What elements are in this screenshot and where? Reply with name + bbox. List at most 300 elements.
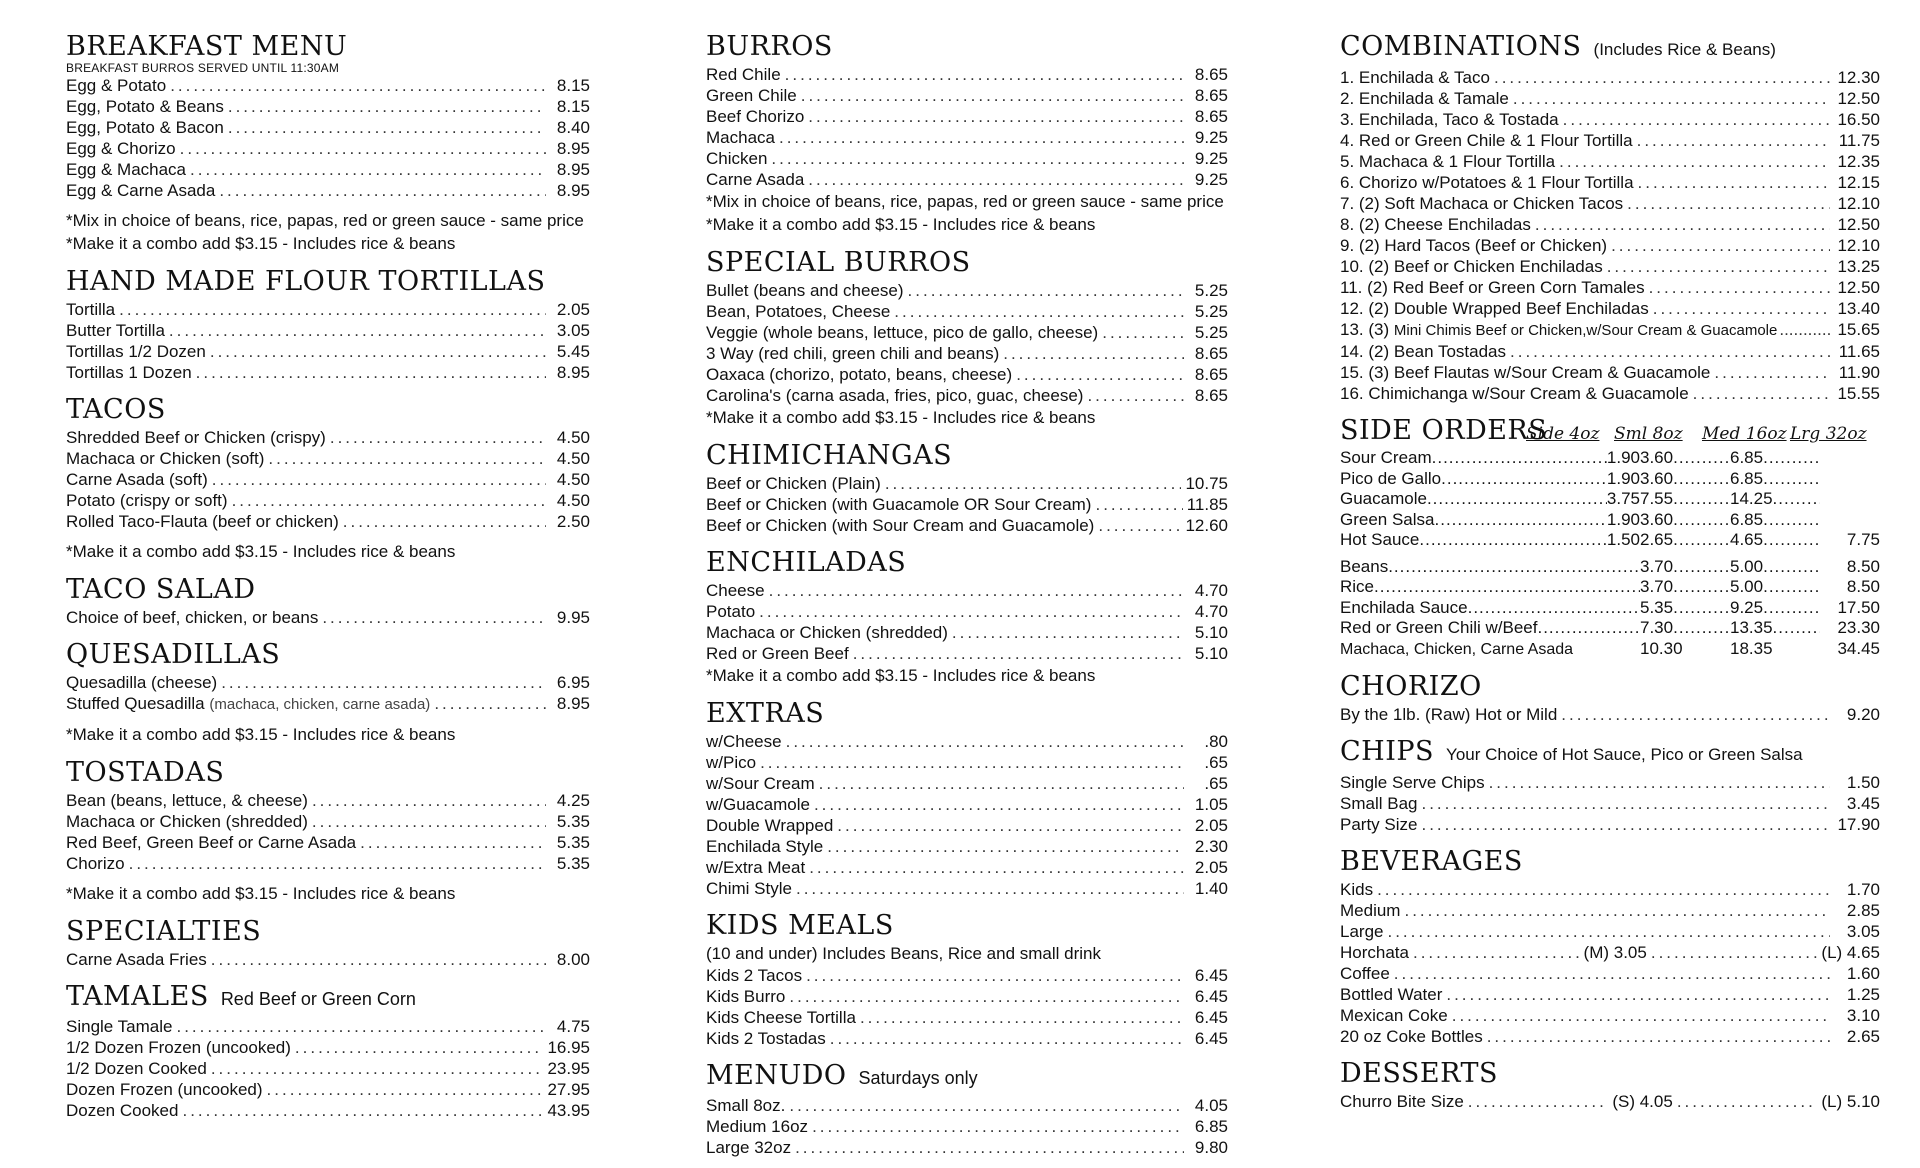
dot-leader — [812, 1116, 1184, 1137]
item-name: Machaca or Chicken (shredded) — [66, 812, 308, 831]
item-name: 16. Chimichanga w/Sour Cream & Guacamole — [1340, 384, 1689, 403]
section-title: SPECIAL BURROS — [706, 247, 971, 278]
item-price: 12.10 — [1837, 194, 1880, 213]
item-name: By the 1lb. (Raw) Hot or Mild — [1340, 705, 1558, 724]
sml-cell — [1640, 639, 1730, 660]
special-burros-section — [706, 246, 1228, 429]
section-title: TACO SALAD — [66, 574, 256, 605]
item-name: Egg & Machaca — [66, 160, 187, 179]
item-name: 1. Enchilada & Taco — [1340, 68, 1490, 87]
item-price: 6.85 — [1194, 1117, 1228, 1136]
extras-section — [706, 697, 1228, 899]
section-subtitle: (Includes Rice & Beans) — [1593, 40, 1776, 59]
menu-item — [706, 643, 1228, 664]
dot-leader — [1387, 921, 1830, 942]
med-cell — [1730, 557, 1820, 578]
price-med-16oz: 5.00 — [1730, 556, 1764, 576]
menu-item — [66, 607, 590, 628]
dot-leader — [1773, 618, 1820, 639]
menu-item — [706, 364, 1228, 385]
item-price: 5.45 — [556, 342, 590, 361]
dot-leader — [1779, 319, 1832, 340]
med-cell — [1730, 469, 1820, 490]
item-price: 1.50 — [1846, 773, 1880, 792]
item-price-medium: (M) 3.05 — [1583, 943, 1647, 962]
med-cell — [1730, 618, 1820, 639]
beverages-section — [1340, 845, 1880, 1047]
menu-item — [706, 64, 1228, 85]
item-price: 9.95 — [556, 608, 590, 627]
item-name: 9. (2) Hard Tacos (Beef or Chicken) — [1340, 236, 1608, 255]
tacos-section — [66, 393, 590, 563]
dot-leader — [814, 794, 1184, 815]
dot-leader — [1435, 510, 1607, 531]
med-cell — [1730, 510, 1820, 531]
side-order-row — [1340, 598, 1880, 619]
price-med-16oz: 6.85 — [1730, 448, 1764, 467]
sml-cell — [1640, 489, 1730, 510]
item-name: 7. (2) Soft Machaca or Chicken Tacos — [1340, 194, 1624, 213]
section-title-text: TAMALES — [66, 981, 209, 1012]
dot-leader — [860, 1007, 1184, 1028]
menu-item — [1340, 67, 1880, 88]
side-name-cell — [1340, 448, 1640, 469]
item-price: 5.35 — [556, 833, 590, 852]
dot-leader — [1673, 530, 1730, 551]
item-name: Single Serve Chips — [1340, 773, 1485, 792]
item-price-large: (L) 4.65 — [1821, 943, 1880, 962]
item-number: 13. (3) — [1340, 320, 1390, 339]
menu-item — [706, 301, 1228, 322]
enchiladas-section — [706, 546, 1228, 687]
item-price: 12.10 — [1837, 236, 1880, 255]
item-price: 12.15 — [1837, 173, 1880, 192]
section-title: CHORIZO — [1340, 671, 1482, 702]
price-sml-8oz: 2.65 — [1640, 530, 1674, 549]
price-sml-8oz: 7.55 — [1640, 489, 1674, 508]
section-title: SIDE ORDERS — [1340, 415, 1548, 446]
item-price: 12.30 — [1837, 68, 1880, 87]
price-lrg-32oz: 8.50 — [1846, 577, 1880, 596]
item-price: 9.25 — [1194, 170, 1228, 189]
item-price: 11.75 — [1838, 131, 1880, 150]
item-name: Bean, Potatoes, Cheese — [706, 302, 891, 321]
dot-leader — [1468, 1091, 1609, 1112]
item-price: 13.25 — [1837, 257, 1880, 276]
dot-leader — [1627, 193, 1830, 214]
item-name: Large 32oz — [706, 1138, 792, 1157]
item-price: 11.85 — [1186, 495, 1228, 514]
dot-leader — [1098, 515, 1181, 536]
item-price: 8.95 — [556, 181, 590, 200]
dot-leader — [1421, 814, 1830, 835]
dot-leader — [1673, 598, 1730, 619]
dot-leader — [1489, 772, 1830, 793]
item-name: Machaca or Chicken (shredded) — [706, 623, 948, 642]
menu-item — [706, 85, 1228, 106]
menu-item — [1340, 151, 1880, 172]
item-name: Double Wrapped — [706, 816, 834, 835]
item-price: 12.50 — [1837, 89, 1880, 108]
price-med-16oz: 6.85 — [1730, 468, 1764, 488]
item-price: 1.40 — [1194, 879, 1228, 898]
item-price: 27.95 — [547, 1080, 590, 1099]
menu-item — [706, 773, 1228, 794]
price-sml-8oz: 3.70 — [1640, 556, 1674, 576]
price-sml-8oz: 5.35 — [1640, 597, 1674, 617]
item-price: 8.65 — [1194, 107, 1228, 126]
dot-leader — [267, 1079, 544, 1100]
item-name: Red or Green Beef — [706, 644, 849, 663]
price-med-16oz: 5.00 — [1730, 577, 1764, 596]
price-sml-8oz: 7.30 — [1640, 618, 1674, 637]
price-side-4oz: 1.90 — [1606, 509, 1640, 529]
price-lrg-32oz: 34.45 — [1837, 638, 1880, 658]
menu-item — [66, 117, 590, 138]
side-name-cell — [1340, 557, 1640, 578]
dot-leader — [295, 1037, 544, 1058]
item-price: 15.65 — [1837, 320, 1880, 339]
item-price: .80 — [1204, 732, 1228, 751]
item-price: 12.50 — [1837, 215, 1880, 234]
dot-leader — [1419, 530, 1607, 551]
section-title: KIDS MEALS — [706, 910, 894, 941]
item-price: 8.95 — [556, 363, 590, 382]
dot-leader — [119, 299, 546, 320]
menu-item — [1340, 109, 1880, 130]
price-sml-8oz: 3.60 — [1640, 448, 1674, 467]
menu-item — [706, 1137, 1228, 1158]
menu-item — [1340, 193, 1880, 214]
section-title: TOSTADAS — [66, 757, 225, 788]
dot-leader — [1693, 383, 1830, 404]
price-side-4oz: 1.90 — [1606, 448, 1640, 467]
dot-leader — [1651, 942, 1818, 963]
chorizo-section — [1340, 670, 1880, 725]
item-name: w/Pico — [706, 753, 757, 772]
item-price: 1.05 — [1194, 795, 1228, 814]
menu-item — [706, 965, 1228, 986]
combo-note: *Make it a combo add $3.15 - Includes rice & beans — [66, 725, 456, 744]
dot-leader — [952, 622, 1184, 643]
side-name-cell — [1340, 640, 1640, 661]
item-name: Medium 16oz — [706, 1117, 809, 1136]
menu-item — [706, 343, 1228, 364]
menu-item — [706, 106, 1228, 127]
menu-item — [1340, 772, 1880, 793]
dot-leader — [1673, 557, 1730, 578]
item-price: 1.25 — [1846, 985, 1880, 1004]
dot-leader — [1487, 1026, 1830, 1047]
menu-item — [706, 601, 1228, 622]
section-title-text: MENUDO — [706, 1060, 847, 1091]
item-name: 3. Enchilada, Taco & Tostada — [1340, 110, 1559, 129]
price-lrg-32oz: 23.30 — [1837, 618, 1880, 637]
dot-leader — [343, 511, 546, 532]
combo-note: *Make it a combo add $3.15 - Includes rice & beans — [66, 884, 456, 903]
size-header: Med 16oz — [1702, 424, 1787, 444]
dot-leader — [268, 448, 546, 469]
item-name: w/Guacamole — [706, 795, 810, 814]
item-price: 2.05 — [556, 300, 590, 319]
tortillas-section — [66, 265, 590, 383]
dot-leader — [1677, 1091, 1818, 1112]
menu-item — [706, 731, 1228, 752]
item-name: Bean (beans, lettuce, & cheese) — [66, 791, 308, 810]
dot-leader — [1510, 341, 1830, 362]
item-name — [1340, 319, 1777, 341]
chips-section — [1340, 735, 1880, 835]
sml-cell — [1640, 469, 1730, 490]
side-order-row — [1340, 639, 1880, 661]
item-list — [706, 731, 1228, 899]
item-price: 9.25 — [1194, 149, 1228, 168]
dot-leader — [1773, 489, 1820, 510]
item-name: Red Chile — [706, 65, 781, 84]
menu-item — [1340, 88, 1880, 109]
dot-leader — [1763, 448, 1820, 469]
item-price: 3.10 — [1846, 1006, 1880, 1025]
item-name: Rolled Taco-Flauta (beef or chicken) — [66, 512, 339, 531]
price-side-4oz: 1.50 — [1606, 530, 1640, 549]
item-price: 43.95 — [547, 1101, 590, 1120]
item-name: Tortilla — [66, 300, 116, 319]
item-name: w/Extra Meat — [706, 858, 806, 877]
item-list — [66, 427, 590, 532]
section-title: EXTRAS — [706, 698, 825, 729]
menu-item — [706, 1007, 1228, 1028]
menu-item — [706, 752, 1228, 773]
dot-leader — [827, 836, 1184, 857]
item-price: 5.10 — [1194, 623, 1228, 642]
dot-leader — [330, 427, 546, 448]
dot-leader — [1413, 942, 1580, 963]
dot-leader — [1763, 530, 1820, 551]
item-name: Single Tamale — [66, 1017, 173, 1036]
item-price: 2.30 — [1194, 837, 1228, 856]
item-name: Carne Asada (soft) — [66, 470, 208, 489]
menu-item — [1340, 879, 1880, 900]
dot-leader — [190, 159, 546, 180]
menu-item — [66, 427, 590, 448]
menu-item — [706, 580, 1228, 601]
section-title — [1340, 30, 1880, 67]
dot-leader — [1452, 1005, 1830, 1026]
side-name-cell — [1340, 530, 1640, 551]
menu-item — [66, 448, 590, 469]
item-price: 2.05 — [1194, 816, 1228, 835]
sml-cell — [1640, 577, 1730, 598]
side-name: Green Salsa — [1340, 509, 1435, 529]
sml-cell — [1640, 557, 1730, 578]
item-price-large: (L) 5.10 — [1821, 1092, 1880, 1111]
section-title: SPECIALTIES — [66, 916, 262, 947]
dot-leader — [1607, 256, 1830, 277]
price-med-16oz: 9.25 — [1730, 597, 1764, 617]
item-price: 6.45 — [1194, 1029, 1228, 1048]
item-name: Chicken — [706, 149, 768, 168]
side-order-row — [1340, 618, 1880, 639]
menu-item — [66, 341, 590, 362]
side-order-row — [1340, 557, 1880, 578]
dot-leader — [808, 106, 1184, 127]
menu-item — [66, 1037, 590, 1058]
dot-leader — [1377, 879, 1830, 900]
menu-item — [1340, 1005, 1880, 1026]
item-name: Horchata — [1340, 943, 1409, 962]
item-name: Egg, Potato & Bacon — [66, 118, 224, 137]
item-price: 8.65 — [1194, 386, 1228, 405]
dot-leader — [1673, 510, 1730, 531]
dot-leader — [1003, 343, 1184, 364]
item-name: Choice of beef, chicken, or beans — [66, 608, 319, 627]
sml-cell — [1640, 510, 1730, 531]
menu-item — [1340, 814, 1880, 835]
dot-leader — [1421, 793, 1830, 814]
sml-cell — [1640, 530, 1730, 551]
menu-column-2 — [706, 30, 1228, 1168]
med-cell — [1730, 489, 1820, 510]
item-price: 4.05 — [1194, 1096, 1228, 1115]
menu-item — [1340, 214, 1880, 235]
item-name: Enchilada Style — [706, 837, 824, 856]
price-sml-8oz: 3.70 — [1640, 577, 1674, 596]
kids-meals-section — [706, 909, 1228, 1049]
item-name: Egg, Potato & Beans — [66, 97, 224, 116]
side-orders-section — [1340, 414, 1880, 660]
item-price: 12.50 — [1837, 278, 1880, 297]
item-price: 1.60 — [1846, 964, 1880, 983]
item-name: Oaxaca (chorizo, potato, beans, cheese) — [706, 365, 1013, 384]
size-header: Side 4oz — [1526, 424, 1600, 444]
menu-item — [706, 169, 1228, 190]
side-order-row — [1340, 530, 1880, 551]
quesadillas-section — [66, 638, 590, 746]
side-order-row — [1340, 448, 1880, 469]
item-price: 10.75 — [1185, 474, 1228, 493]
dot-leader — [1404, 900, 1830, 921]
taco-salad-section — [66, 573, 590, 628]
side-name: Beans — [1340, 556, 1389, 576]
dot-leader — [1374, 577, 1640, 598]
dot-leader — [760, 752, 1184, 773]
dot-leader — [837, 815, 1184, 836]
side-name: Sour Cream — [1340, 448, 1432, 467]
section-subtitle: Red Beef or Green Corn — [220, 989, 416, 1009]
item-name: Butter Tortilla — [66, 321, 165, 340]
item-name: Carne Asada Fries — [66, 950, 207, 969]
item-price: 5.25 — [1194, 323, 1228, 342]
menu-item — [66, 96, 590, 117]
item-price: 6.95 — [556, 673, 590, 692]
menu-item — [66, 790, 590, 811]
item-name: Churro Bite Size — [1340, 1092, 1464, 1111]
dot-leader — [1513, 88, 1830, 109]
item-name: Mexican Coke — [1340, 1006, 1448, 1025]
item-name: 14. (2) Bean Tostadas — [1340, 342, 1507, 361]
item-price: 6.45 — [1194, 987, 1228, 1006]
dot-leader — [1563, 109, 1830, 130]
dot-leader — [1763, 598, 1820, 619]
menu-item — [66, 75, 590, 96]
dot-leader — [1468, 598, 1640, 619]
side-name: Pico de Gallo — [1340, 468, 1442, 488]
section-subtitle: Saturdays only — [858, 1068, 978, 1088]
item-name: 15. (3) Beef Flautas w/Sour Cream & Guacamole — [1340, 363, 1711, 382]
item-name: Bottled Water — [1340, 985, 1443, 1004]
breakfast-section — [66, 30, 590, 255]
menu-item — [706, 1028, 1228, 1049]
menu-item — [66, 693, 590, 715]
menu-item — [66, 832, 590, 853]
item-list — [706, 965, 1228, 1049]
side-name-cell — [1340, 489, 1640, 510]
combo-note: *Make it a combo add $3.15 - Includes rice & beans — [66, 234, 456, 253]
item-name: Dozen Frozen (uncooked) — [66, 1080, 263, 1099]
item-price: 6.45 — [1194, 1008, 1228, 1027]
menu-item — [706, 515, 1228, 536]
item-name: Cheese — [706, 581, 765, 600]
item-price: 2.65 — [1846, 1027, 1880, 1046]
item-price: 2.85 — [1846, 901, 1880, 920]
item-price: .65 — [1204, 753, 1228, 772]
mix-in-note: *Mix in choice of beans, rice, papas, red or green sauce - same price — [66, 211, 584, 230]
item-name: Large — [1340, 922, 1384, 941]
item-name-main: Stuffed Quesadilla — [66, 694, 205, 713]
item-name: Kids 2 Tostadas — [706, 1029, 826, 1048]
combo-note: *Make it a combo add $3.15 - Includes rice & beans — [706, 408, 1096, 427]
dot-leader — [806, 965, 1184, 986]
item-name: 5. Machaca & 1 Flour Tortilla — [1340, 152, 1556, 171]
side-order-row — [1340, 577, 1880, 598]
item-price: 4.70 — [1194, 602, 1228, 621]
menu-item — [66, 138, 590, 159]
item-price: 8.95 — [556, 160, 590, 179]
dot-leader — [853, 643, 1184, 664]
item-price: 8.95 — [556, 139, 590, 158]
section-title-text: CHIPS — [1340, 736, 1435, 767]
dot-leader — [1763, 510, 1820, 531]
side-order-row — [1340, 489, 1880, 510]
item-name: Green Chile — [706, 86, 797, 105]
dot-leader — [819, 773, 1184, 794]
dot-leader — [789, 1095, 1184, 1116]
dot-leader — [779, 127, 1184, 148]
price-sml-8oz: 3.60 — [1640, 509, 1674, 529]
dot-leader — [1559, 151, 1830, 172]
dot-leader — [196, 362, 546, 383]
menu-column-3 — [1340, 30, 1880, 1122]
item-price: 5.25 — [1194, 281, 1228, 300]
dot-leader — [795, 1137, 1184, 1158]
menu-item — [706, 878, 1228, 899]
dot-leader — [1394, 963, 1830, 984]
item-price: 3.05 — [1846, 922, 1880, 941]
item-name: Tortillas 1/2 Dozen — [66, 342, 206, 361]
item-price: 3.45 — [1846, 794, 1880, 813]
menu-item — [1340, 900, 1880, 921]
side-orders-table — [1340, 448, 1880, 660]
item-price: 5.35 — [556, 812, 590, 831]
burros-section — [706, 30, 1228, 236]
menu-item — [706, 385, 1228, 406]
dot-leader — [1388, 557, 1640, 578]
item-list — [706, 64, 1228, 190]
item-price: 8.95 — [556, 694, 590, 713]
item-price: 5.35 — [556, 854, 590, 873]
item-price: 11.90 — [1838, 363, 1880, 382]
dot-leader — [1446, 984, 1830, 1005]
